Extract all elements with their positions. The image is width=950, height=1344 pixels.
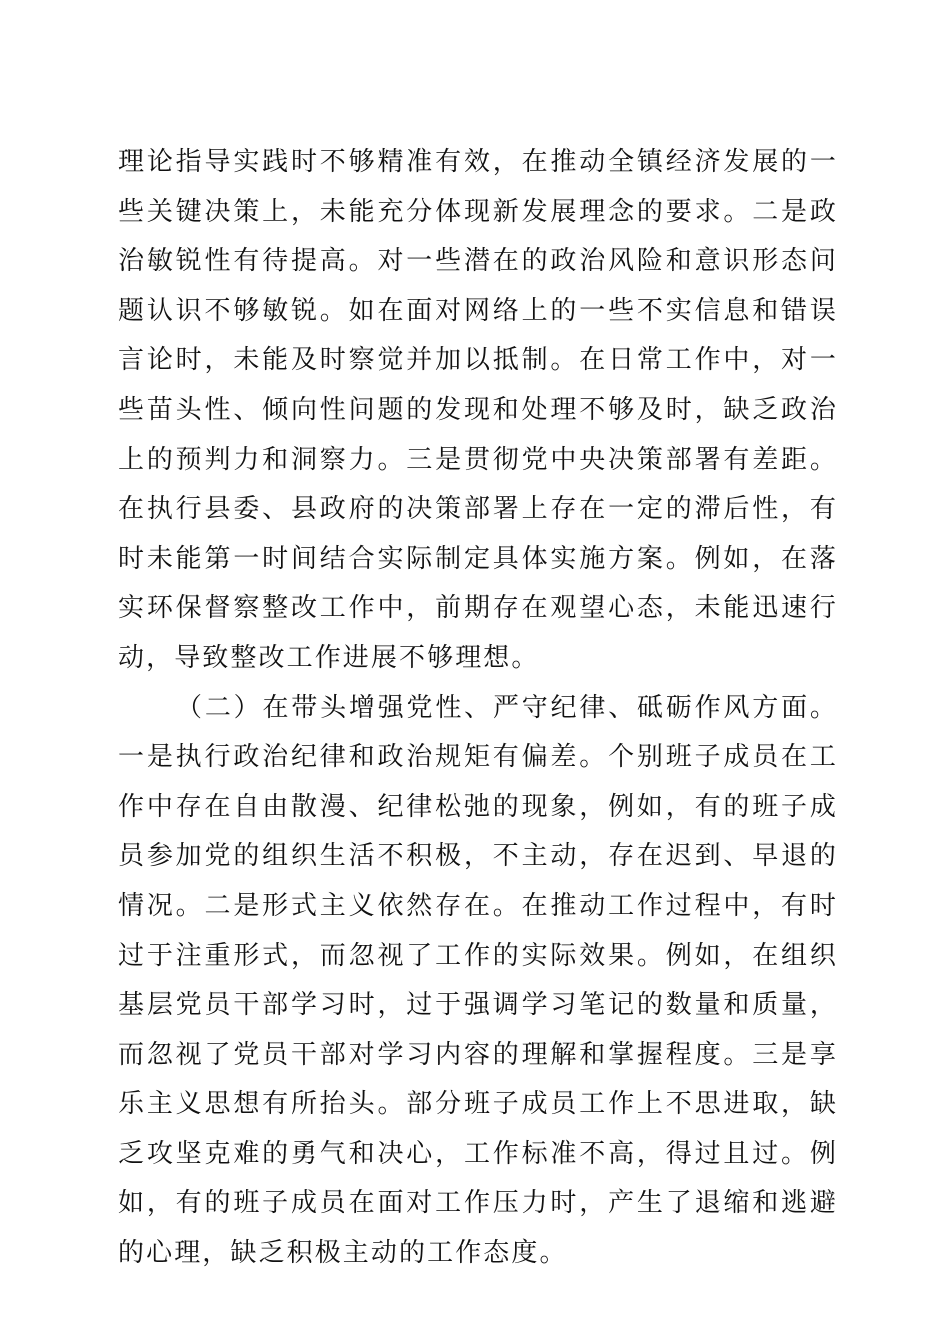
body-text bbox=[118, 138, 838, 1279]
paragraph-section-two: （二）在带头增强党性、严守纪律、砥砺作风方面。一是执行政治纪律和政治规矩有偏差。个别班子成员在工作中存在自由散漫、纪律松弛的现象，例如，有的班子成员参加党的组织生活不积极，不主动，存在迟到、早退的情况。二是形式主义依然存在。在推动工作过程中，有时过于注重形式，而忽视了工作的实际效果。例如，在组织基层党员干部学习时，过于强调学习笔记的数量和质量，而忽视了党员干部对学习内容的理解和掌握程度。三是享乐主义思想有所抬头。部分班子成员工作上不思进取，缺乏攻坚克难的勇气和决心，工作标准不高，得过且过。例如，有的班子成员在面对工作压力时，产生了退缩和逃避的心理，缺乏积极主动的工作态度。 bbox=[118, 692, 838, 1269]
paragraph-continuation: 理论指导实践时不够精准有效，在推动全镇经济发展的一些关键决策上，未能充分体现新发展理念的要求。二是政治敏锐性有待提高。对一些潜在的政治风险和意识形态问题认识不够敏锐。如在面对网络上的一些不实信息和错误言论时，未能及时察觉并加以抵制。在日常工作中，对一些苗头性、倾向性问题的发现和处理不够及时，缺乏政治上的预判力和洞察力。三是贯彻党中央决策部署有差距。在执行县委、县政府的决策部署上存在一定的滞后性，有时未能第一时间结合实际制定具体实施方案。例如，在落实环保督察整改工作中，前期存在观望心态，未能迅速行动，导致整改工作进展不够理想。 bbox=[118, 147, 838, 673]
